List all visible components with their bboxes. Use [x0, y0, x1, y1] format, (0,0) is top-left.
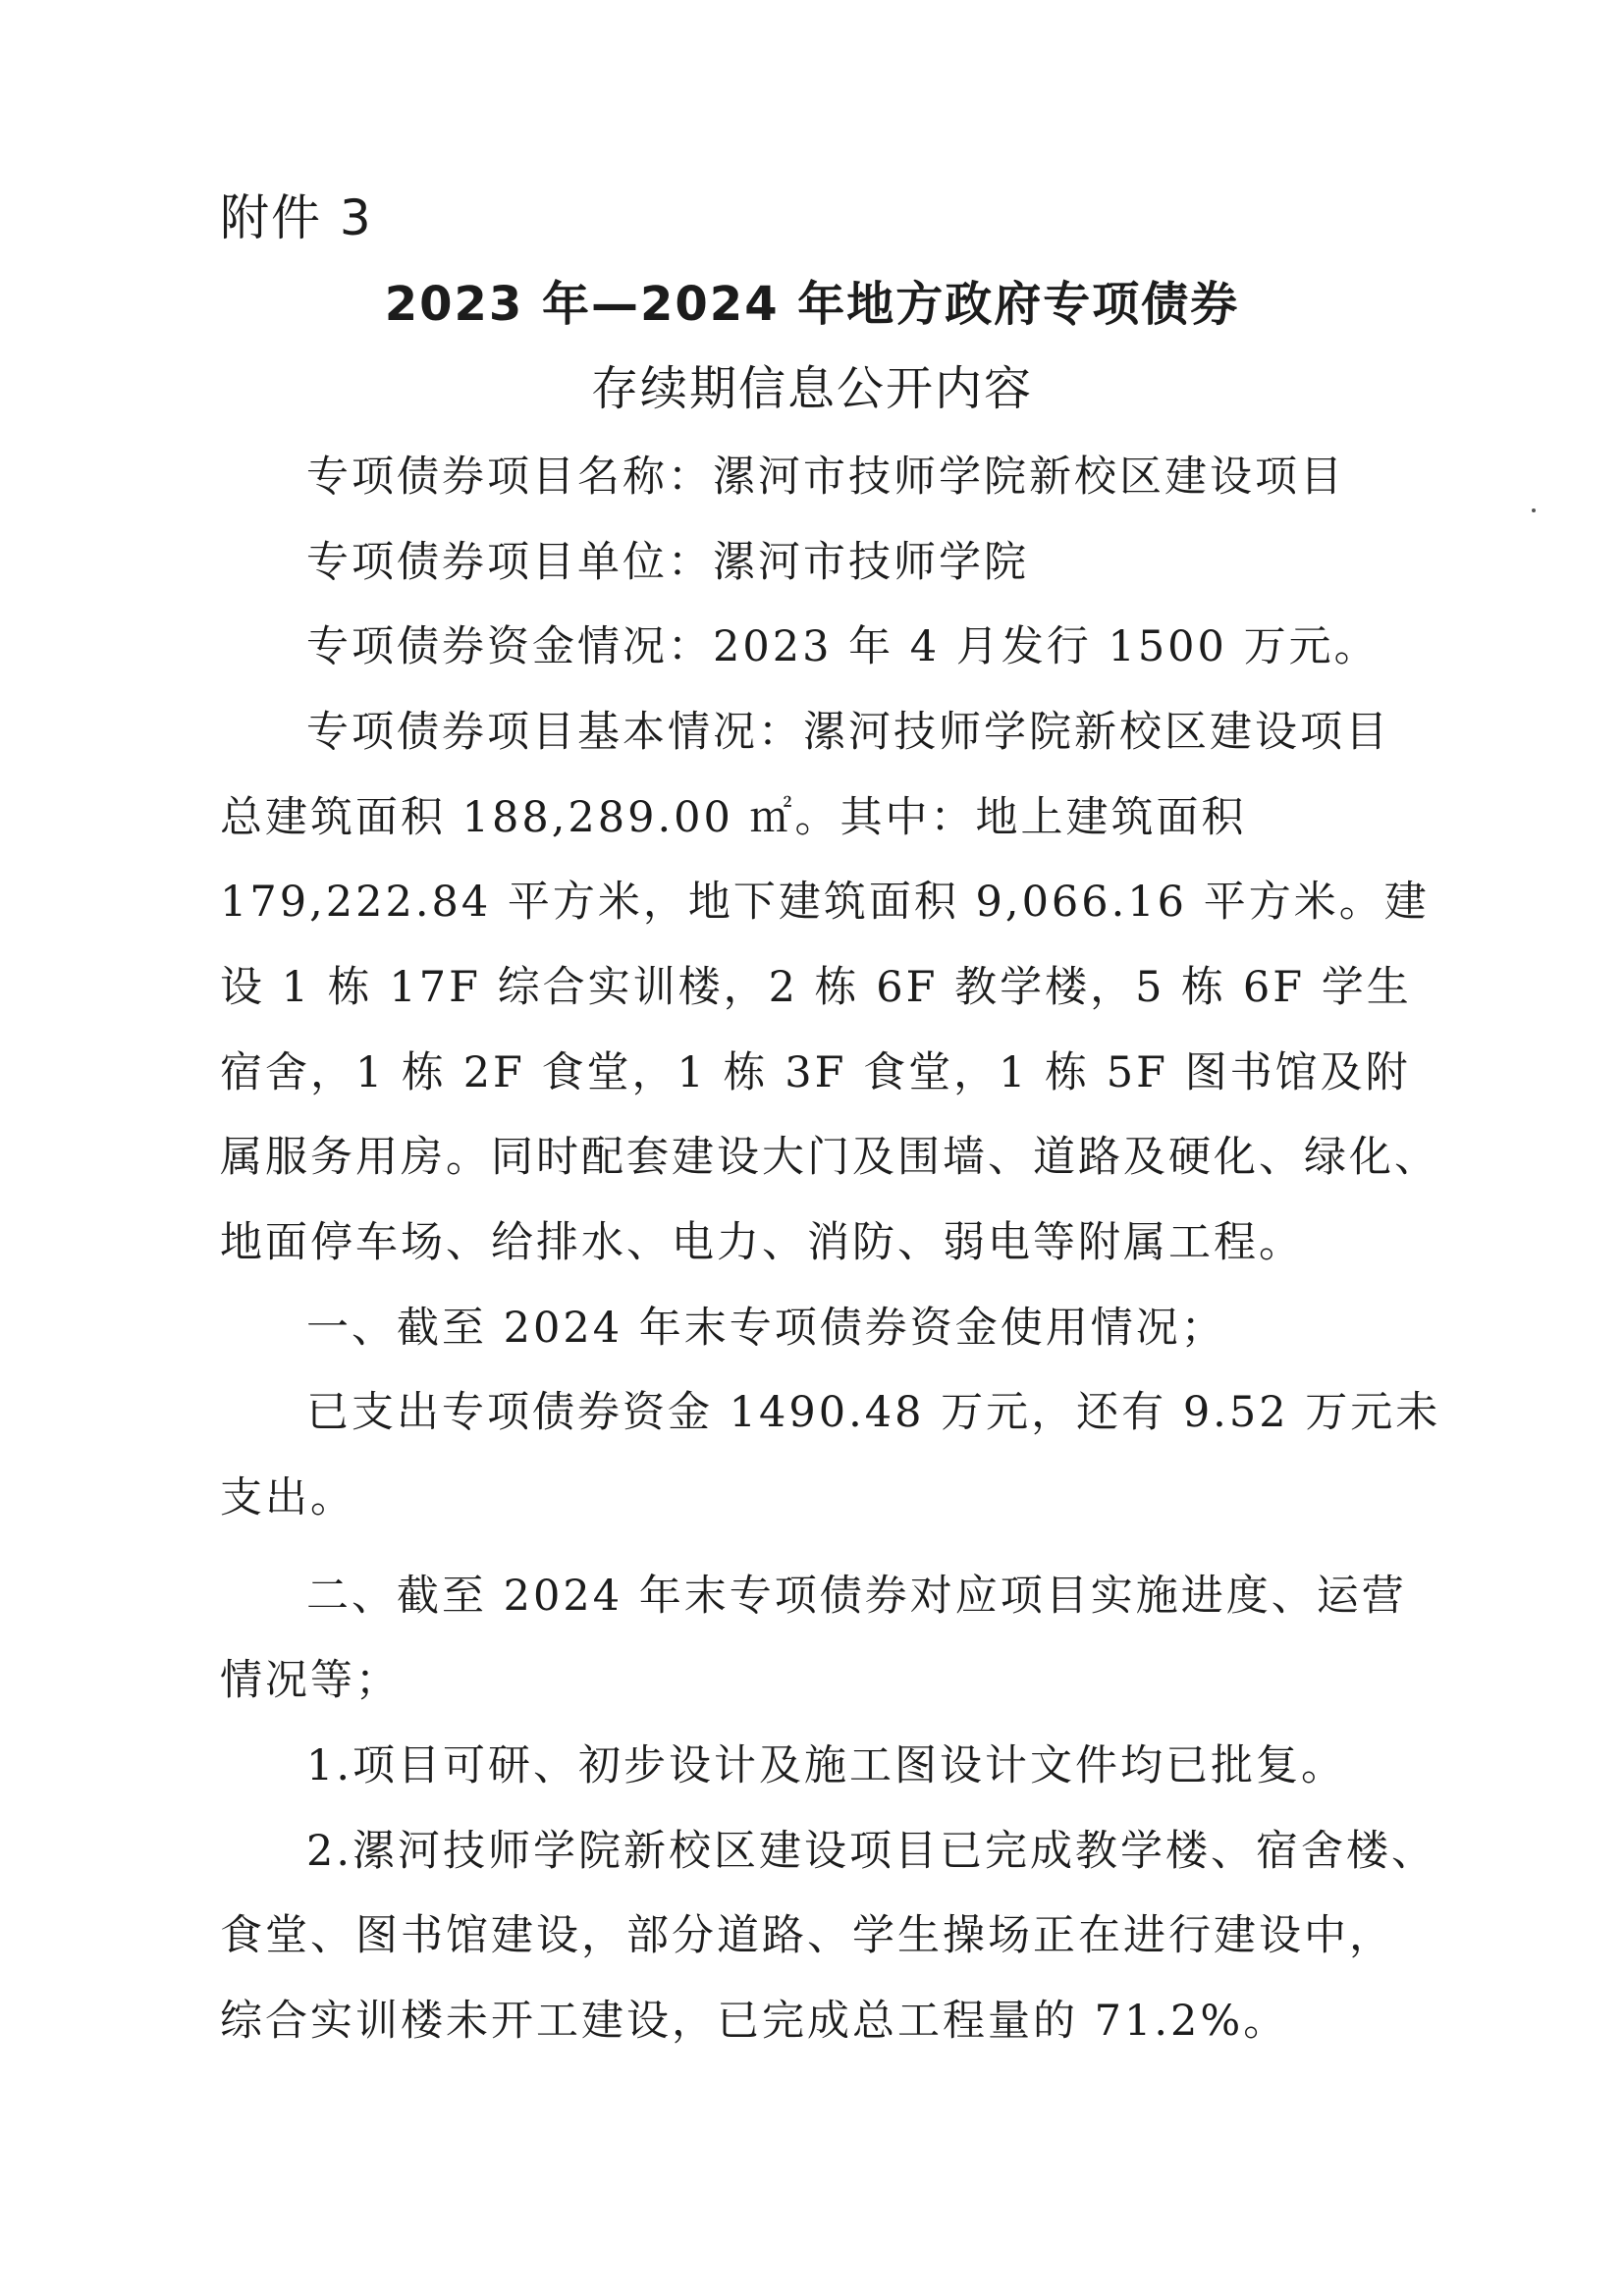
- project-unit-line: 专项债券项目单位：漯河市技师学院: [306, 538, 1029, 587]
- progress-item-1: 1.项目可研、初步设计及施工图设计文件均已批复。: [306, 1741, 1347, 1790]
- project-name-line: 专项债券项目名称：漯河市技师学院新校区建设项目: [306, 453, 1345, 502]
- document-title-line-1: 2023 年—2024 年地方政府专项债券: [384, 277, 1240, 332]
- body-text-line: 属服务用房。同时配套建设大门及围墙、道路及硬化、绿化、: [220, 1133, 1439, 1182]
- body-text-line: 宿舍，1 栋 2F 食堂，1 栋 3F 食堂，1 栋 5F 图书馆及附: [220, 1048, 1411, 1097]
- funds-usage-line: 支出。: [220, 1473, 355, 1522]
- body-text-line: 总建筑面积 188,289.00 ㎡。其中：地上建筑面积: [220, 793, 1247, 842]
- progress-item-2-cont: 食堂、图书馆建设，部分道路、学生操场正在进行建设中，: [220, 1911, 1394, 1960]
- bond-funds-line: 专项债券资金情况：2023 年 4 月发行 1500 万元。: [306, 622, 1380, 671]
- progress-item-2: 2.漯河技师学院新校区建设项目已完成教学楼、宿舍楼、: [306, 1827, 1437, 1876]
- section-heading-2: 二、截至 2024 年末专项债券对应项目实施进度、运营: [306, 1572, 1407, 1621]
- funds-usage-line: 已支出专项债券资金 1490.48 万元，还有 9.52 万元未: [306, 1388, 1441, 1437]
- body-text-line: 179,222.84 平方米，地下建筑面积 9,066.16 平方米。建: [220, 878, 1430, 927]
- progress-item-2-cont: 综合实训楼未开工建设，已完成总工程量的 71.2%。: [220, 1997, 1289, 2046]
- section-heading-1: 一、截至 2024 年末专项债券资金使用情况；: [306, 1304, 1226, 1353]
- section-heading-2-cont: 情况等；: [220, 1656, 401, 1705]
- scan-speck: [1532, 508, 1536, 512]
- body-text-line: 地面停车场、给排水、电力、消防、弱电等附属工程。: [220, 1218, 1304, 1267]
- document-title-line-2: 存续期信息公开内容: [590, 361, 1033, 416]
- attachment-label: 附件 3: [220, 189, 373, 246]
- body-text-line: 设 1 栋 17F 综合实训楼，2 栋 6F 教学楼，5 栋 6F 学生: [220, 963, 1412, 1012]
- project-basics-line: 专项债券项目基本情况：漯河技师学院新校区建设项目: [306, 708, 1390, 757]
